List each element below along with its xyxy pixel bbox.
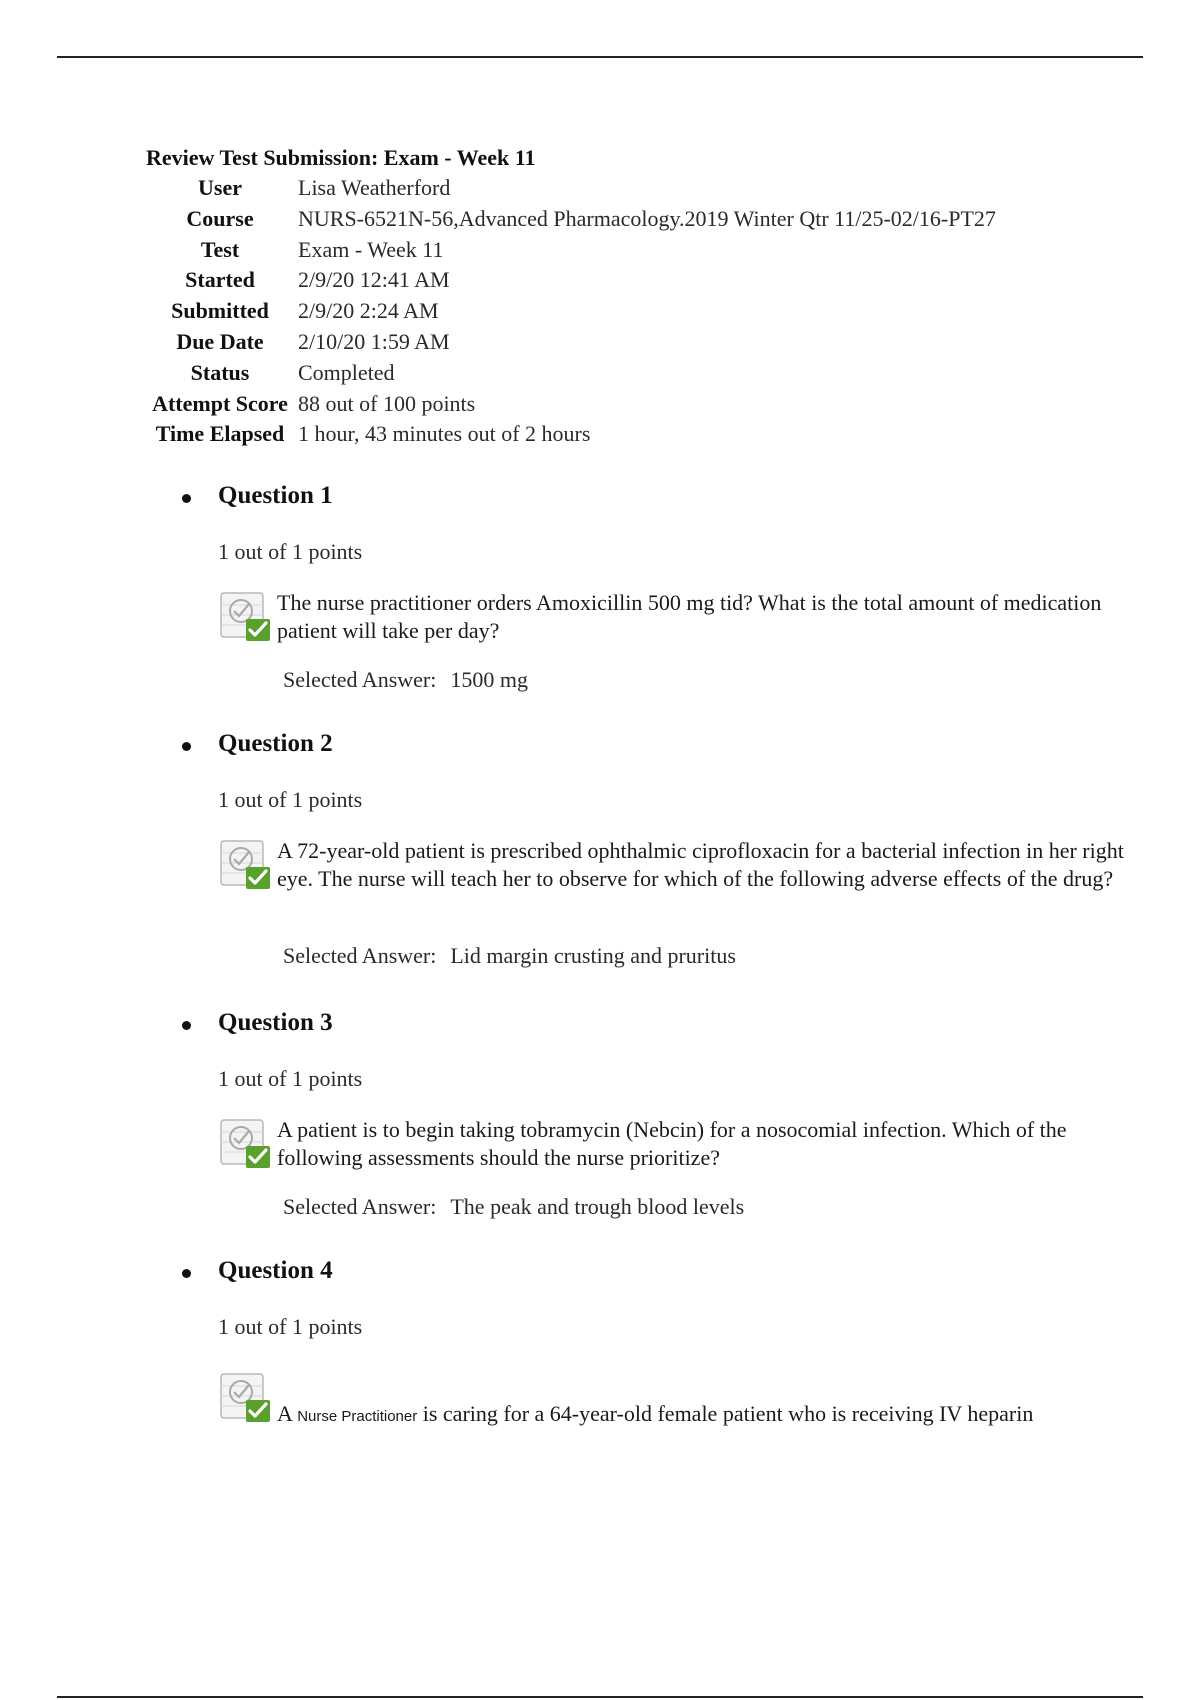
meta-key: Attempt Score: [152, 390, 288, 416]
question-title[interactable]: Question 4: [218, 1257, 333, 1284]
meta-row-time-elapsed: [144, 419, 996, 450]
meta-key: Status: [190, 359, 250, 385]
meta-row-course: [144, 204, 996, 235]
meta-row-started: [144, 265, 996, 296]
question-text: A patient is to begin taking tobramycin (Nebcin) for a nosocomial infection. Which of the following assessments should the nurse prioritize?: [277, 1117, 1067, 1170]
question-text-suffix: is caring for a 64-year-old female patient who is receiving IV heparin: [417, 1401, 1034, 1426]
question-title[interactable]: Question 3: [218, 1009, 333, 1036]
question-title[interactable]: Question 2: [218, 730, 333, 757]
meta-value: 2/9/20 2:24 AM: [298, 298, 439, 324]
selected-answer-value: Lid margin crusting and pruritus: [450, 943, 736, 968]
correct-check-icon: [219, 1118, 273, 1172]
meta-value: 2/10/20 1:59 AM: [298, 328, 450, 354]
question-points: 1 out of 1 points: [218, 1314, 363, 1339]
meta-key: Due Date: [176, 328, 264, 354]
bottom-divider: [57, 1696, 1143, 1698]
selected-answer-label: Selected Answer:: [283, 943, 437, 968]
selected-answer-label: Selected Answer:: [283, 667, 437, 692]
question-points: 1 out of 1 points: [218, 1066, 363, 1091]
bullet-icon: [182, 742, 191, 751]
bullet-icon: [182, 1021, 191, 1030]
question-text: The nurse practitioner orders Amoxicillin 500 mg tid? What is the total amount of medication patient will take per day?: [277, 590, 1102, 643]
question-text-prefix: A: [277, 1401, 298, 1426]
selected-answer: [283, 943, 736, 969]
correct-check-icon: [219, 839, 273, 893]
question-points: 1 out of 1 points: [218, 787, 363, 812]
correct-check-icon: [219, 1372, 273, 1426]
submission-details-table: [144, 173, 996, 450]
selected-answer-value: 1500 mg: [450, 667, 528, 692]
selected-answer-label: Selected Answer:: [283, 1194, 437, 1219]
meta-value: 2/9/20 12:41 AM: [298, 267, 450, 293]
question-text-small: Nurse Practitioner: [297, 1408, 418, 1425]
meta-key: Test: [200, 236, 240, 262]
meta-row-test: [144, 235, 996, 266]
question-title[interactable]: Question 1: [218, 482, 333, 509]
bullet-icon: [182, 494, 191, 503]
meta-value: NURS-6521N-56,Advanced Pharmacology.2019 Winter Qtr 11/25-02/16-PT27: [298, 205, 996, 231]
meta-value: 88 out of 100 points: [298, 390, 476, 416]
question-text: [277, 1400, 1132, 1431]
selected-answer-value: The peak and trough blood levels: [450, 1194, 745, 1219]
meta-row-status: [144, 358, 996, 389]
meta-row-attempt-score: [144, 389, 996, 420]
selected-answer: [283, 667, 528, 693]
meta-value: Completed: [298, 359, 395, 385]
page-title: Review Test Submission: Exam - Week 11: [146, 145, 536, 170]
meta-row-submitted: [144, 296, 996, 327]
correct-check-icon: [219, 591, 273, 645]
meta-key: User: [198, 175, 242, 200]
meta-row-user: [144, 173, 996, 204]
meta-key: Started: [185, 267, 255, 293]
meta-key: Course: [186, 205, 254, 231]
top-divider: [57, 56, 1143, 58]
question-points: 1 out of 1 points: [218, 539, 363, 564]
meta-value: 1 hour, 43 minutes out of 2 hours: [298, 421, 591, 447]
meta-row-due-date: [144, 327, 996, 358]
selected-answer: [283, 1194, 744, 1220]
meta-value: Lisa Weatherford: [298, 175, 451, 200]
bullet-icon: [182, 1269, 191, 1278]
question-text: A 72-year-old patient is prescribed ophthalmic ciprofloxacin for a bacterial infection in her right eye. The nurse will teach her to observe for which of the following adverse effects of the drug?: [277, 838, 1124, 891]
meta-key: Time Elapsed: [155, 421, 285, 447]
meta-value: Exam - Week 11: [298, 236, 444, 262]
meta-key: Submitted: [171, 298, 269, 324]
